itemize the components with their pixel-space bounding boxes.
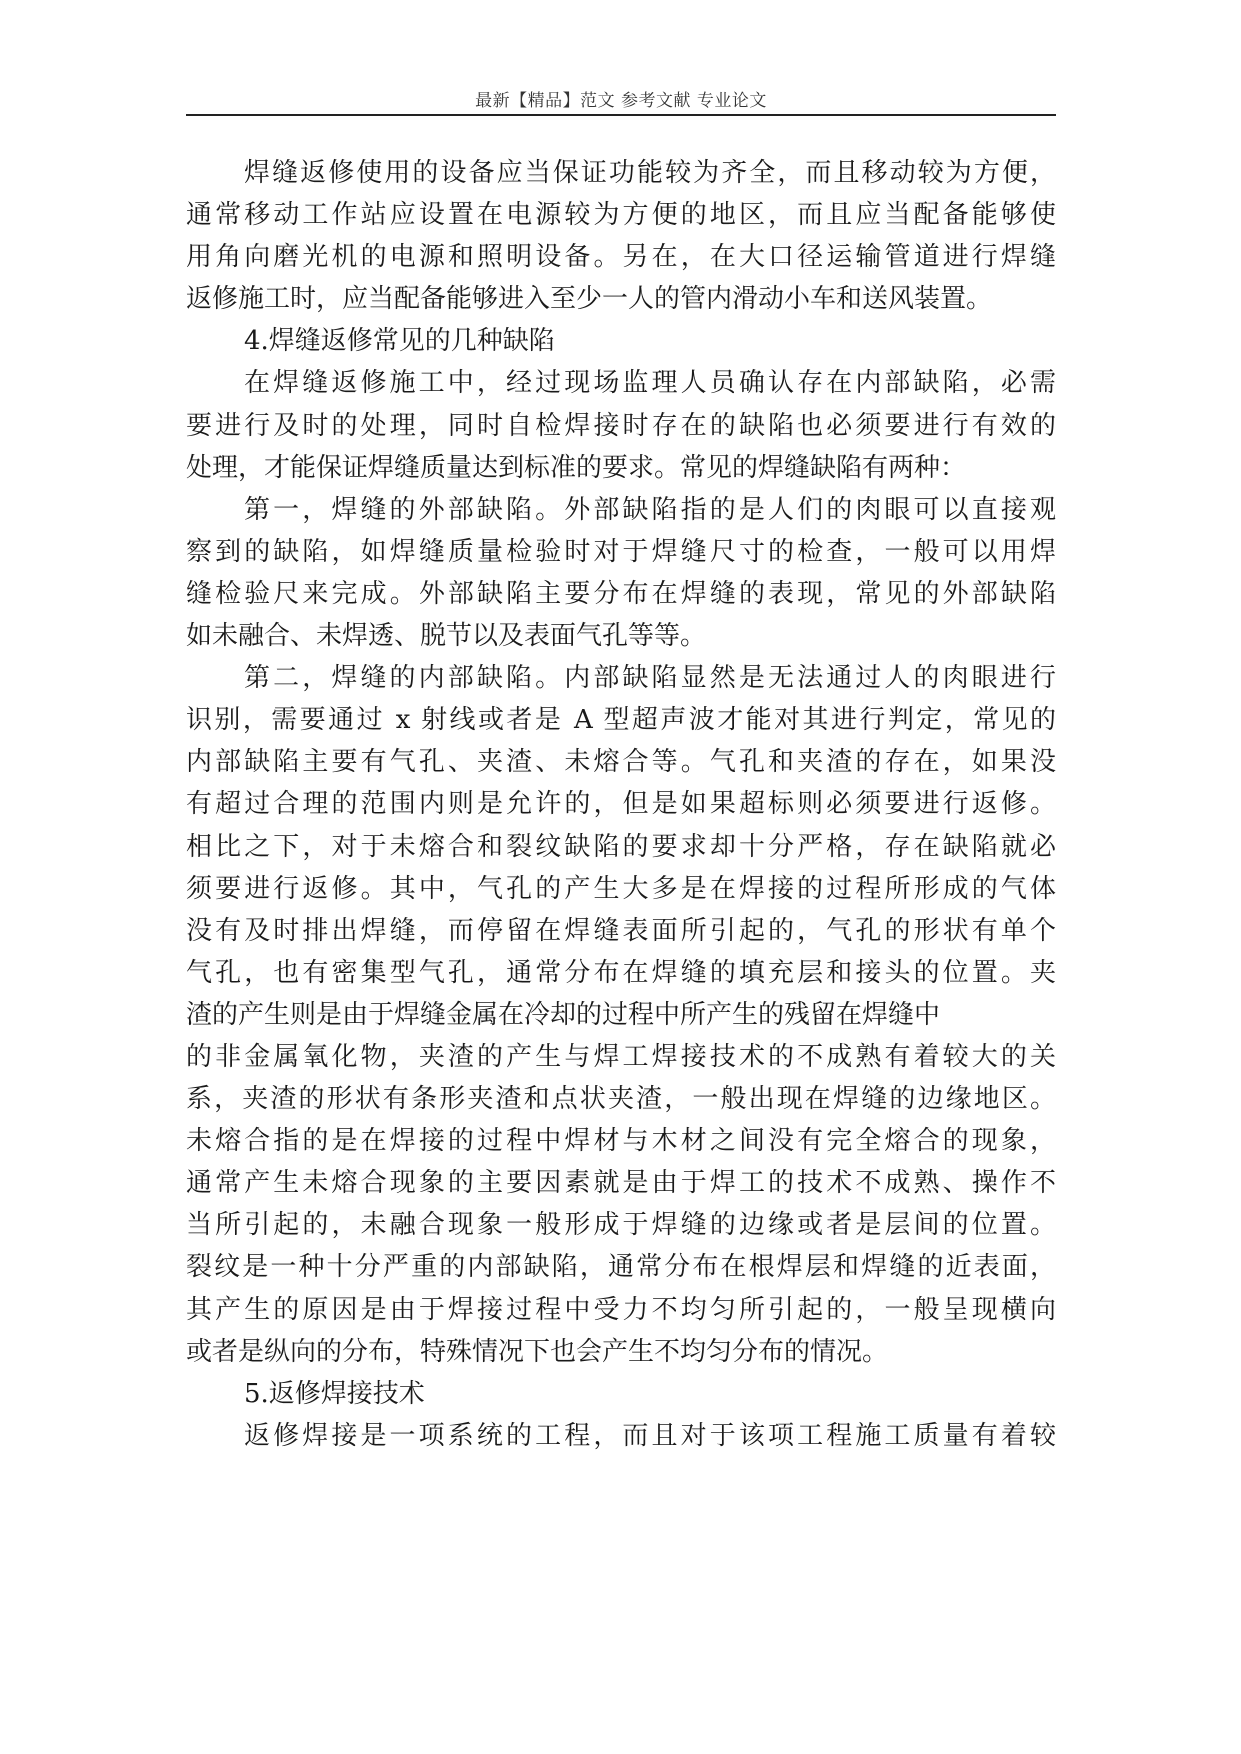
page-header: 最新【精品】范文 参考文献 专业论文 [475,91,767,111]
paragraph-line: 处理，才能保证焊缝质量达到标准的要求。常见的焊缝缺陷有两种： [186,452,967,483]
paragraph-line: 系，夹渣的形状有条形夹渣和点状夹渣，一般出现在焊缝的边缘地区。 [186,1084,1056,1115]
paragraph-line: 缝检验尺来完成。外部缺陷主要分布在焊缝的表现，常见的外部缺陷 [186,578,1056,609]
paragraph-line: 有超过合理的范围内则是允许的，但是如果超标则必须要进行返修。 [186,789,1056,820]
paragraph-line: 或者是纵向的分布，特殊情况下也会产生不均匀分布的情况。 [186,1336,889,1367]
paragraph-line: 第二，焊缝的内部缺陷。内部缺陷显然是无法通过人的肉眼进行 [244,663,1056,694]
section-heading: 4.焊缝返修常见的几种缺陷 [244,326,555,357]
paragraph-line: 气孔，也有密集型气孔，通常分布在焊缝的填充层和接头的位置。夹 [186,957,1056,988]
paragraph-line: 用角向磨光机的电源和照明设备。另在，在大口径运输管道进行焊缝 [186,242,1056,273]
paragraph-line: 焊缝返修使用的设备应当保证功能较为齐全，而且移动较为方便， [244,158,1056,188]
body-text [186,152,1056,1457]
paragraph-line: 未熔合指的是在焊接的过程中焊材与木材之间没有完全熔合的现象， [186,1126,1056,1157]
paragraph-line: 察到的缺陷，如焊缝质量检验时对于焊缝尺寸的检查，一般可以用焊 [186,536,1056,567]
section-heading: 5.返修焊接技术 [244,1378,425,1409]
paragraph-line: 相比之下，对于未熔合和裂纹缺陷的要求却十分严格，存在缺陷就必 [186,831,1056,862]
paragraph-line: 通常移动工作站应设置在电源较为方便的地区，而且应当配备能够使 [186,200,1056,231]
paragraph-line: 裂纹是一种十分严重的内部缺陷，通常分布在根焊层和焊缝的近表面， [186,1252,1056,1283]
paragraph-line: 返修施工时，应当配备能够进入至少一人的管内滑动小车和送风装置。 [186,284,993,315]
paragraph-line: 没有及时排出焊缝，而停留在焊缝表面所引起的，气孔的形状有单个 [186,915,1056,946]
paragraph-line: 返修焊接是一项系统的工程，而且对于该项工程施工质量有着较 [244,1420,1056,1451]
paragraph-line: 在焊缝返修施工中，经过现场监理人员确认存在内部缺陷，必需 [244,368,1056,399]
paragraph-line: 须要进行返修。其中，气孔的产生大多是在焊接的过程所形成的气体 [186,873,1056,904]
paragraph-line: 的非金属氧化物，夹渣的产生与焊工焊接技术的不成熟有着较大的关 [186,1041,1056,1072]
paragraph-line: 识别，需要通过 x 射线或者是 A 型超声波才能对其进行判定，常见的 [186,705,1056,736]
paragraph-line: 要进行及时的处理，同时自检焊接时存在的缺陷也必须要进行有效的 [186,410,1056,441]
paragraph-line: 如未融合、未焊透、脱节以及表面气孔等等。 [186,621,707,652]
paragraph-line: 渣的产生则是由于焊缝金属在冷却的过程中所产生的残留在焊缝中 [186,999,941,1030]
paragraph-line: 当所引起的，未融合现象一般形成于焊缝的边缘或者是层间的位置。 [186,1210,1056,1241]
paragraph-line: 第一，焊缝的外部缺陷。外部缺陷指的是人们的肉眼可以直接观 [244,494,1056,525]
paragraph-line: 内部缺陷主要有气孔、夹渣、未熔合等。气孔和夹渣的存在，如果没 [186,747,1056,778]
paragraph-line: 通常产生未熔合现象的主要因素就是由于焊工的技术不成熟、操作不 [186,1168,1056,1199]
header-divider [186,114,1056,116]
paragraph-line: 其产生的原因是由于焊接过程中受力不均匀所引起的，一般呈现横向 [186,1294,1056,1325]
